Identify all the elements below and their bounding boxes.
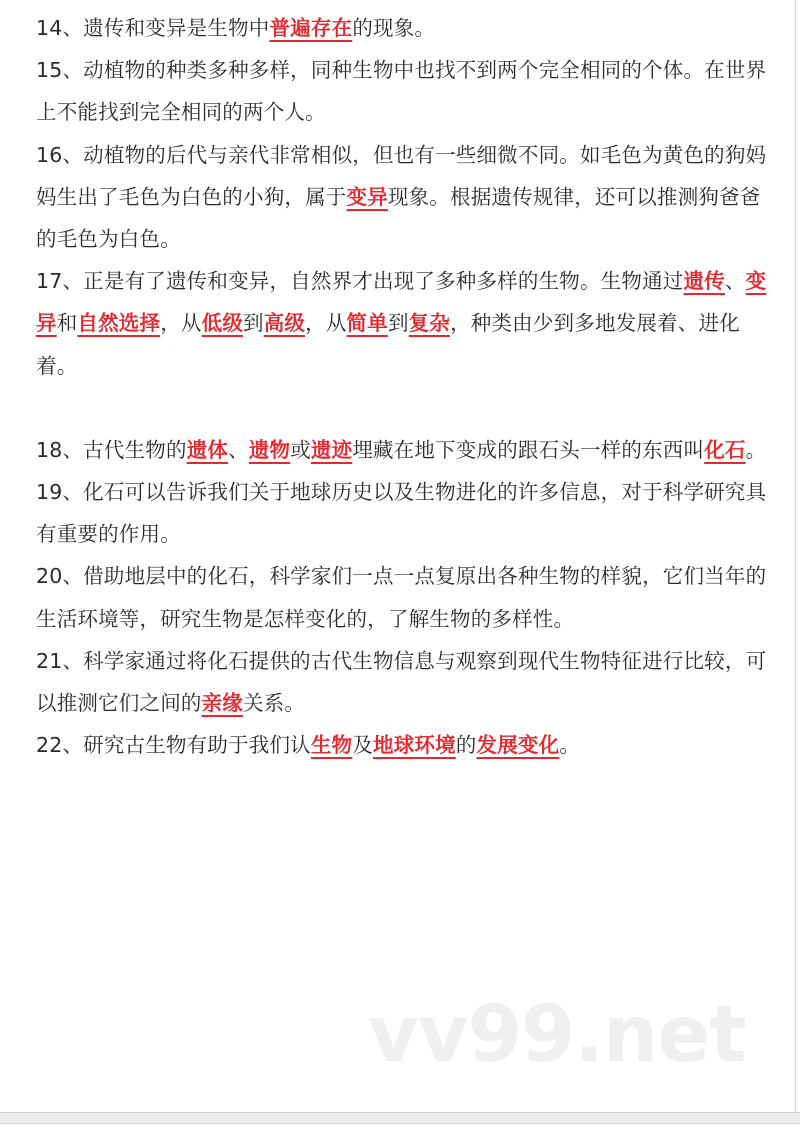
key-term: 复杂 (408, 311, 451, 336)
paragraph-21 (36, 640, 771, 724)
paragraph-19 (36, 471, 771, 555)
text-segment: 18、古代生物的 (36, 437, 187, 462)
key-term: 简单 (346, 311, 388, 336)
key-term: 变异 (36, 269, 767, 336)
key-term: 变异 (346, 184, 388, 209)
text-segment: 及 (352, 733, 373, 758)
key-term: 低级 (201, 311, 244, 336)
text-segment: 和 (56, 311, 78, 336)
key-term: 亲缘 (201, 691, 244, 716)
text-segment: 。 (559, 733, 581, 758)
text-segment: 的现象。 (352, 16, 436, 40)
text-segment: 15、动植物的种类多种多样，同种生物中也找不到两个完全相同的个体。在世界上不能找到完全相同的两个人。 (36, 58, 767, 125)
text-segment: 19、化石可以告诉我们关于地球历史以及生物进化的许多信息，对于科学研究具有重要的作用。 (36, 480, 767, 547)
text-segment: 到 (243, 311, 264, 336)
text-segment: 现象。根据遗传规律，还可以推测狗爸爸的毛色为白色。 (36, 184, 761, 252)
text-segment: 。 (745, 437, 767, 462)
text-segment: 到 (387, 311, 409, 336)
text-segment: 17、正是有了遗传和变异，自然界才出现了多种多样的生物。生物通过 (36, 269, 684, 294)
key-term: 遗传 (683, 269, 725, 294)
text-segment: 21、科学家通过将化石提供的古代生物信息与观察到现代生物特征进行比较，可以推测它们之间的 (36, 648, 767, 716)
key-term: 自然选择 (77, 311, 161, 336)
paragraph-20 (36, 555, 771, 639)
key-term: 生物 (310, 733, 353, 758)
text-segment: 埋藏在地下变成的跟石头一样的东西叫 (352, 437, 705, 462)
key-term: 地球环境 (373, 733, 456, 758)
text-segment: 或 (290, 437, 311, 462)
text-segment: ，从 (305, 311, 347, 336)
key-term: 化石 (704, 437, 746, 462)
text-segment: 的 (455, 733, 477, 758)
key-term: 遗迹 (310, 437, 353, 462)
text-segment: 22、研究古生物有助于我们认 (36, 733, 311, 758)
key-term: 遗物 (248, 437, 291, 462)
paragraph-14 (36, 7, 771, 49)
text-segment: 、 (724, 269, 746, 294)
paragraph-18 (36, 429, 771, 471)
key-term: 遗体 (186, 437, 229, 462)
paragraph-15 (36, 49, 771, 133)
watermark: vv99.net (368, 990, 746, 1080)
text-segment: ，种类由少到多地发展着、进化着。 (36, 311, 740, 378)
text-segment: 20、借助地层中的化石，科学家们一点一点复原出各种生物的样貌，它们当年的生活环境等，研究生物是怎样变化的，了解生物的多样性。 (36, 564, 767, 631)
text-segment: 、 (228, 437, 249, 462)
page-separator (0, 1112, 800, 1124)
paragraph-22 (36, 724, 771, 766)
paragraph-17 (36, 260, 771, 387)
key-term: 高级 (263, 311, 306, 336)
key-term: 发展变化 (476, 733, 560, 758)
text-segment: 关系。 (243, 691, 306, 716)
text-segment: ，从 (160, 311, 202, 336)
document-content (36, 7, 771, 766)
text-segment: 16、动植物的后代与亲代非常相似，但也有一些细微不同。如毛色为黄色的狗妈妈生出了毛色为白色的小狗，属于 (36, 142, 767, 209)
key-term: 普遍存在 (269, 16, 353, 40)
text-segment: 14、遗传和变异是生物中 (36, 16, 270, 40)
next-page-edge (0, 1124, 800, 1137)
paragraph-16 (36, 134, 771, 261)
